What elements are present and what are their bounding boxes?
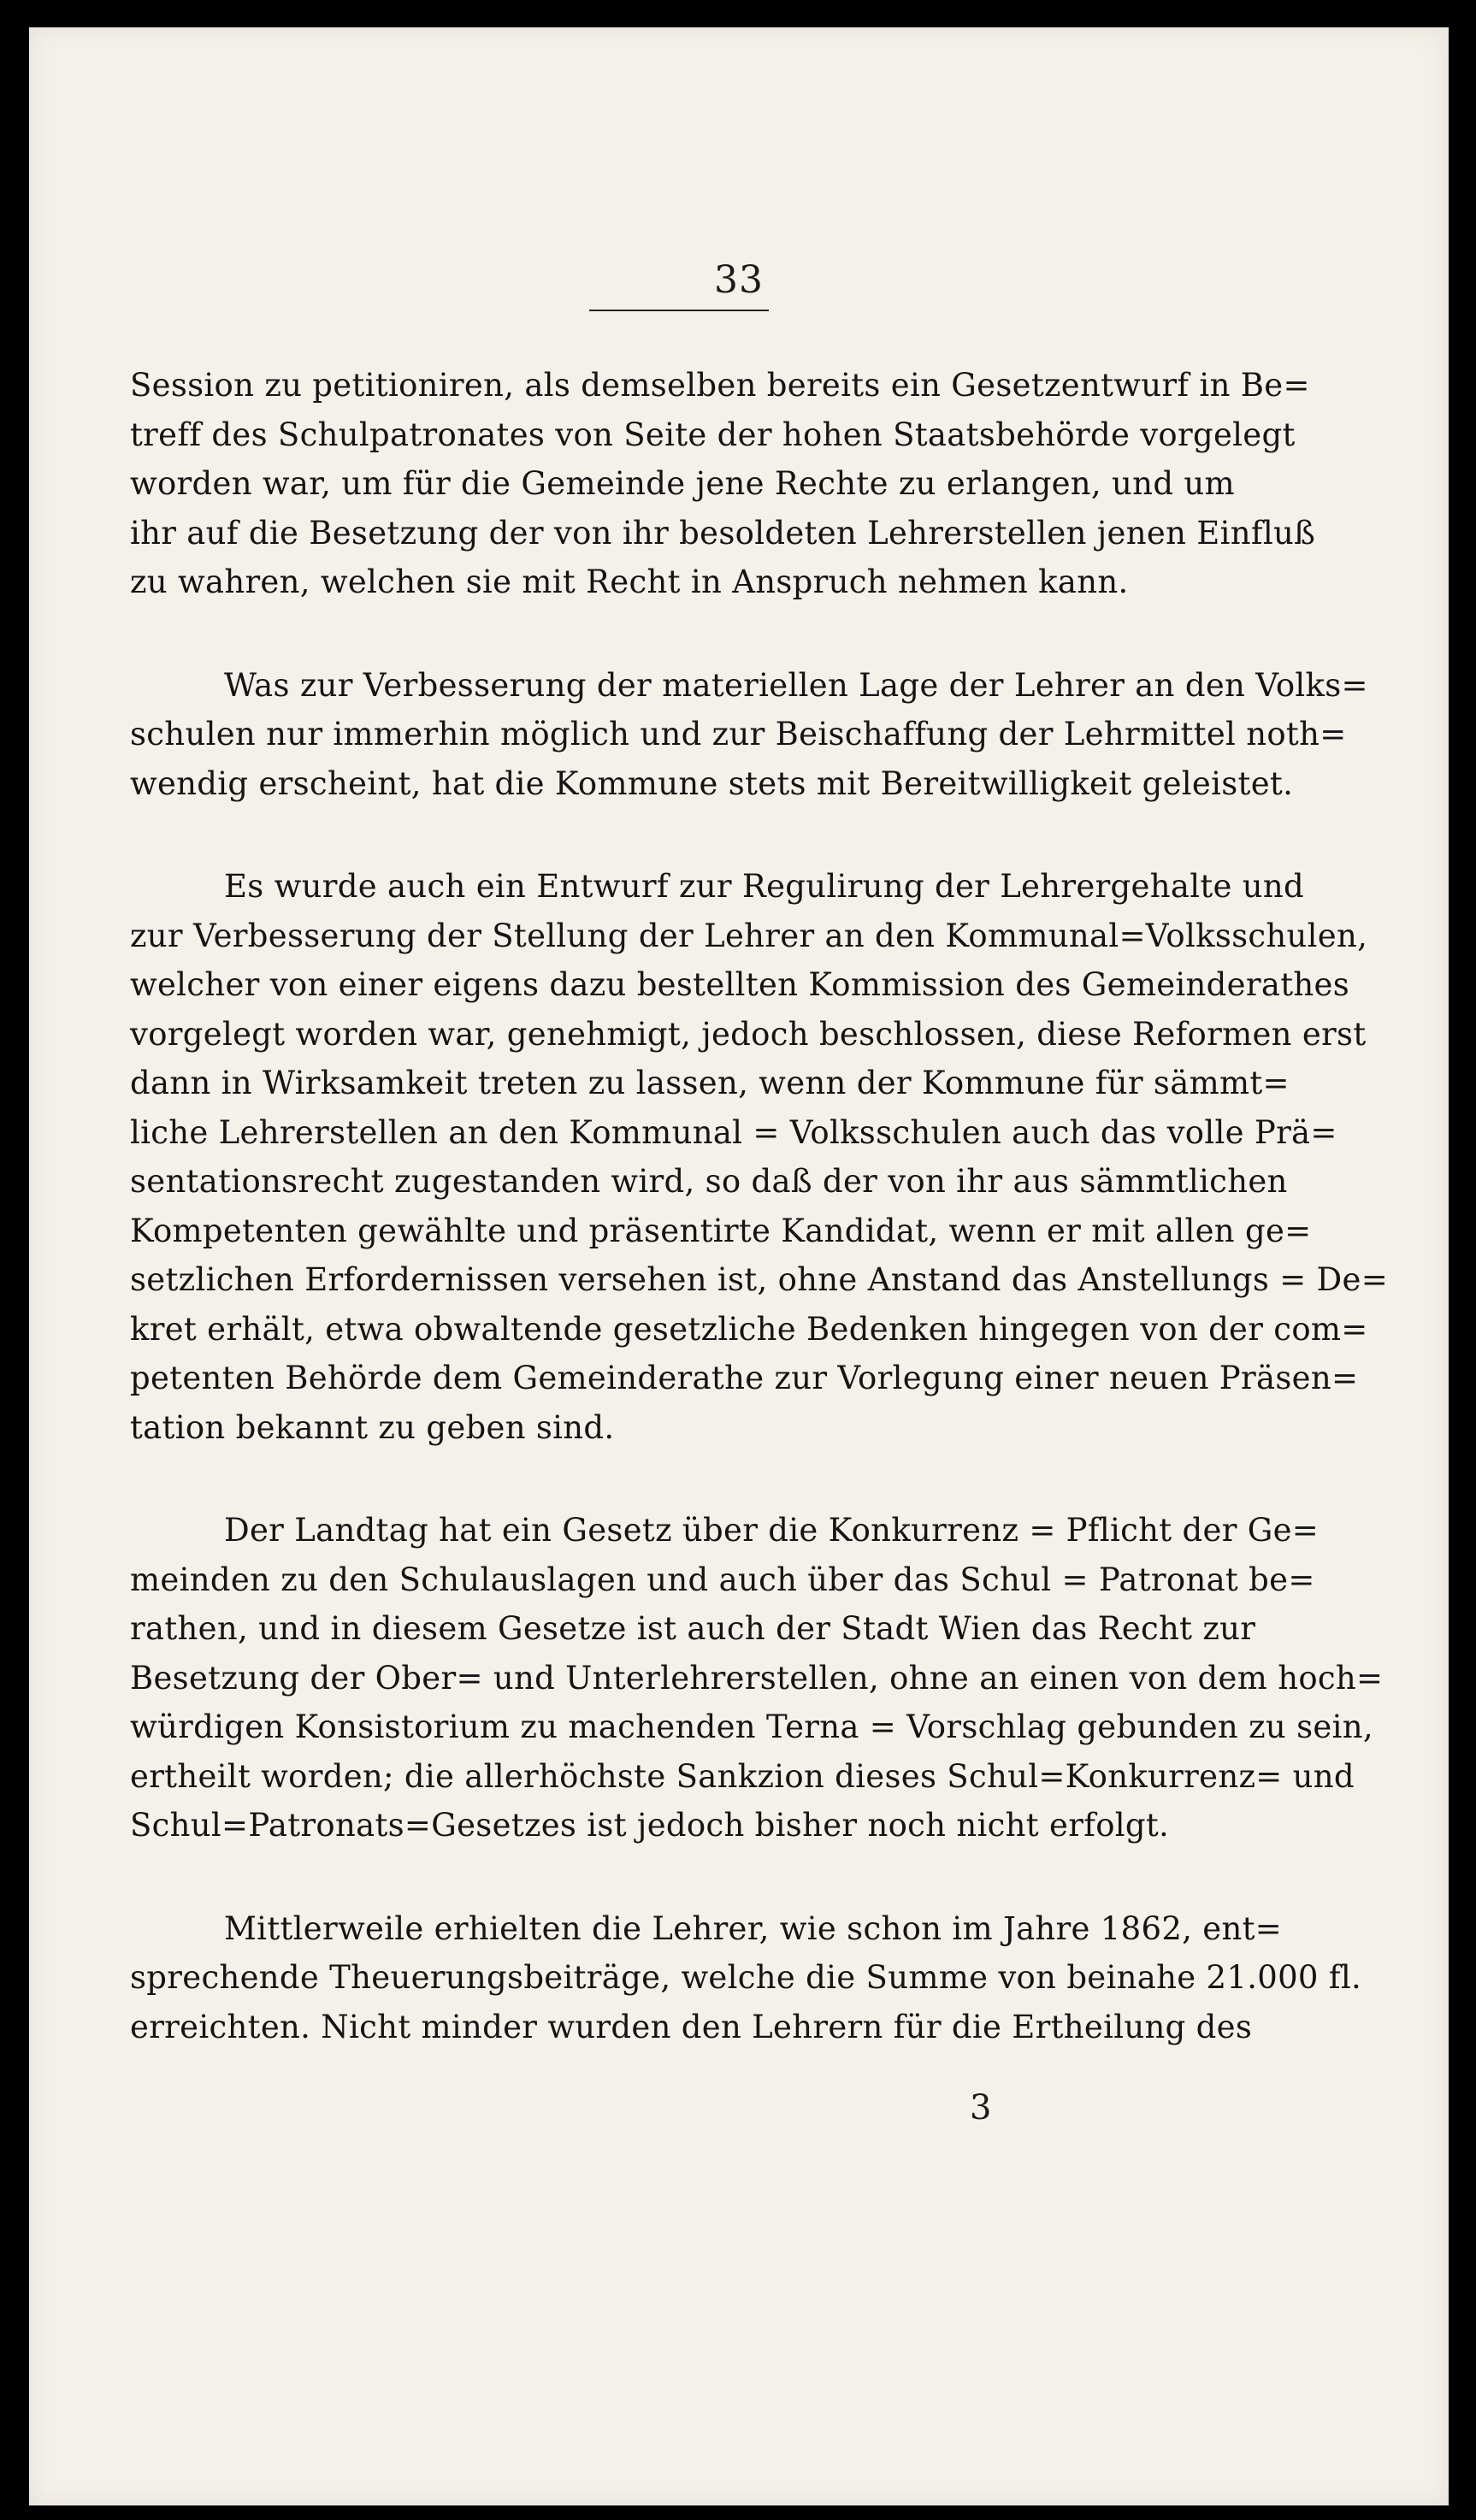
text-line: petenten Behörde dem Gemeinderathe zur Vorlegung einer neuen Präsen= bbox=[130, 1360, 1359, 1396]
text-line: ihr auf die Besetzung der von ihr besoldeten Lehrerstellen jenen Einfluß bbox=[130, 514, 1316, 552]
text-line: worden war, um für die Gemeinde jene Rechte zu erlangen, und um bbox=[130, 465, 1235, 502]
text-line: kret erhält, etwa obwaltende gesetzliche Bedenken hingegen von der com= bbox=[130, 1310, 1368, 1348]
text-line: Kompetenten gewählte und präsentirte Kandidat, wenn er mit allen ge= bbox=[130, 1212, 1312, 1249]
book-page bbox=[29, 27, 1449, 2505]
text-line: welcher von einer eigens dazu bestellten Kommission des Gemeinderathes bbox=[130, 966, 1349, 1003]
text-line: ertheilt worden; die allerhöchste Sankzion dieses Schul=Konkurrenz= und bbox=[130, 1757, 1355, 1795]
text-line: treff des Schulpatronates von Seite der hohen Staatsbehörde vorgelegt bbox=[130, 416, 1296, 453]
text-line: sprechende Theuerungsbeiträge, welche die Summe von beinahe 21.000 fl. bbox=[130, 1959, 1362, 1996]
text-line: Session zu petitioniren, als demselben bereits ein Gesetzentwurf in Be= bbox=[130, 367, 1310, 404]
paragraph-2 bbox=[130, 661, 1368, 809]
text-line: Schul=Patronats=Gesetzes ist jedoch bisher noch nicht erfolgt. bbox=[130, 1807, 1170, 1844]
text-line: wendig erscheint, hat die Kommune stets mit Bereitwilligkeit geleistet. bbox=[130, 764, 1294, 802]
text-line: liche Lehrerstellen an den Kommunal = Volksschulen auch das volle Prä= bbox=[130, 1113, 1337, 1151]
paragraph-1 bbox=[130, 361, 1316, 607]
text-line: Mittlerweile erhielten die Lehrer, wie schon im Jahre 1862, ent= bbox=[224, 1909, 1283, 1947]
text-line: sentationsrecht zugestanden wird, so daß der von ihr aus sämmtlichen bbox=[130, 1163, 1288, 1200]
text-line: tation bekannt zu geben sind. bbox=[130, 1408, 615, 1446]
text-line: meinden zu den Schulauslagen und auch über das Schul = Patronat be= bbox=[130, 1561, 1315, 1598]
body-text bbox=[130, 361, 1389, 2105]
text-line: würdigen Konsistorium zu machenden Terna = Vorschlag gebunden zu sein, bbox=[130, 1709, 1373, 1745]
page-number-rule bbox=[589, 310, 769, 311]
text-line: Was zur Verbesserung der materiellen Lage der Lehrer an den Volks= bbox=[224, 666, 1368, 704]
page-number: 33 bbox=[714, 258, 764, 302]
text-line: Besetzung der Ober= und Unterlehrerstellen, ohne an einen von dem hoch= bbox=[130, 1659, 1384, 1697]
text-line: setzlichen Erfordernissen versehen ist, ohne Anstand das Anstellungs = De= bbox=[130, 1261, 1389, 1298]
text-line: dann in Wirksamkeit treten zu lassen, wenn der Kommune für sämmt= bbox=[130, 1065, 1290, 1101]
signature-mark: 3 bbox=[970, 2088, 992, 2128]
text-line: zu wahren, welchen sie mit Recht in Anspruch nehmen kann. bbox=[130, 564, 1129, 600]
paragraph-3 bbox=[130, 862, 1389, 1452]
text-line: zur Verbesserung der Stellung der Lehrer an den Kommunal=Volksschulen, bbox=[130, 917, 1368, 954]
paragraph-4 bbox=[130, 1506, 1384, 1850]
text-line: erreichten. Nicht minder wurden den Lehrern für die Ertheilung des bbox=[130, 2008, 1253, 2045]
text-line: schulen nur immerhin möglich und zur Beischaffung der Lehrmittel noth= bbox=[130, 716, 1347, 752]
text-line: vorgelegt worden war, genehmigt, jedoch beschlossen, diese Reformen erst bbox=[130, 1015, 1367, 1053]
paragraph-5 bbox=[130, 1904, 1362, 2052]
text-line: Der Landtag hat ein Gesetz über die Konkurrenz = Pflicht der Ge= bbox=[224, 1512, 1320, 1549]
text-line: rathen, und in diesem Gesetze ist auch der Stadt Wien das Recht zur bbox=[130, 1610, 1256, 1647]
text-line: Es wurde auch ein Entwurf zur Regulirung der Lehrergehalte und bbox=[224, 868, 1305, 905]
